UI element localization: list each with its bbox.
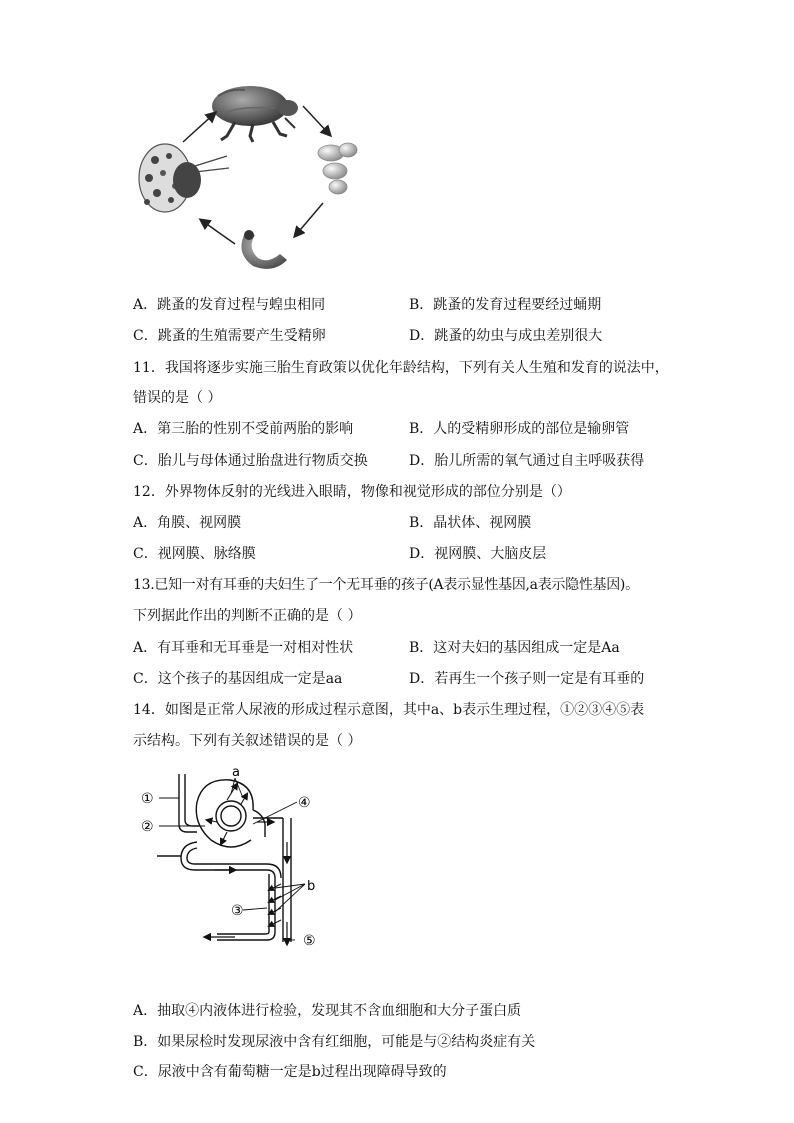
q10-option-d: D．跳蚤的幼虫与成虫差别很大 — [409, 328, 603, 344]
pupa-cocoon-icon — [139, 144, 229, 212]
q11-option-a: A．第三胎的性别不受前两胎的影响 — [133, 421, 354, 437]
arrow-adult-to-egg — [303, 106, 330, 135]
q13-option-b: B．这对夫妇的基因组成一定是Aa — [409, 640, 620, 656]
diagram-label-1: ① — [141, 791, 154, 807]
q13-option-d: D．若再生一个孩子则一定是有耳垂的 — [409, 671, 645, 687]
q11-option-c: C．胎儿与母体通过胎盘进行物质交换 — [133, 453, 368, 469]
q13-option-c: C．这个孩子的基因组成一定是aa — [133, 671, 343, 687]
q11-option-d: D．胎儿所需的氧气通过自主呼吸获得 — [409, 453, 645, 469]
adult-flea-icon — [212, 86, 298, 142]
q14-option-a: A．抽取④内液体进行检验，发现其不含血细胞和大分子蛋白质 — [133, 1003, 522, 1019]
arrow-pupa-to-adult — [183, 113, 215, 142]
q12-option-d: D．视网膜、大脑皮层 — [409, 546, 547, 562]
diagram-label-4: ④ — [298, 795, 311, 811]
q14-stem-line2: 示结构。下列有关叙述错误的是（ ） — [133, 733, 362, 749]
q10-option-c: C．跳蚤的生殖需要产生受精卵 — [133, 328, 326, 344]
q14-option-b: B．如果尿检时发现尿液中含有红细胞，可能是与②结构炎症有关 — [133, 1034, 536, 1050]
q12-stem: 12．外界物体反射的光线进入眼睛，物像和视觉形成的部位分别是（） — [133, 484, 571, 500]
arrow-egg-to-larva — [295, 203, 323, 236]
arrow-larva-to-pupa — [201, 220, 235, 244]
q10-option-b: B．跳蚤的发育过程要经过蛹期 — [409, 297, 602, 313]
diagram-label-b: b — [307, 879, 316, 894]
diagram-label-a: a — [232, 765, 240, 780]
peritubular-capillary — [181, 842, 275, 940]
q12-option-b: B．晶状体、视网膜 — [409, 515, 532, 531]
q12-option-a: A．角膜、视网膜 — [133, 515, 242, 531]
egg-cluster-icon — [318, 143, 357, 194]
q13-option-a: A．有耳垂和无耳垂是一对相对性状 — [133, 640, 354, 656]
q14-stem-line1: 14．如图是正常人尿液的形成过程示意图，其中a、b表示生理过程，①②③④⑤表 — [133, 702, 645, 718]
q10-option-a: A．跳蚤的发育过程与蝗虫相同 — [133, 297, 326, 313]
nephron-diagram — [135, 762, 335, 957]
q14-option-c: C．尿液中含有葡萄糖一定是b过程出现障碍导致的 — [133, 1064, 447, 1080]
q13-stem-line1: 13.已知一对有耳垂的夫妇生了一个无耳垂的孩子(A表示显性基因,a表示隐性基因)。 — [133, 577, 639, 593]
diagram-label-2: ② — [141, 819, 154, 835]
q12-option-c: C．视网膜、脉络膜 — [133, 546, 256, 562]
diagram-label-3: ③ — [231, 903, 244, 919]
q11-stem-line1: 11．我国将逐步实施三胎生育政策以优化年龄结构，下列有关人生殖和发育的说法中， — [133, 360, 669, 376]
larva-icon — [241, 230, 287, 269]
afferent-arteriole — [179, 774, 197, 832]
q13-stem-line2: 下列据此作出的判断不正确的是（ ） — [133, 608, 362, 624]
diagram-label-5: ⑤ — [303, 933, 316, 949]
q11-stem-line2: 错误的是（ ） — [133, 390, 222, 406]
q11-option-b: B．人的受精卵形成的部位是输卵管 — [409, 421, 630, 437]
flea-life-cycle-figure — [135, 78, 375, 278]
